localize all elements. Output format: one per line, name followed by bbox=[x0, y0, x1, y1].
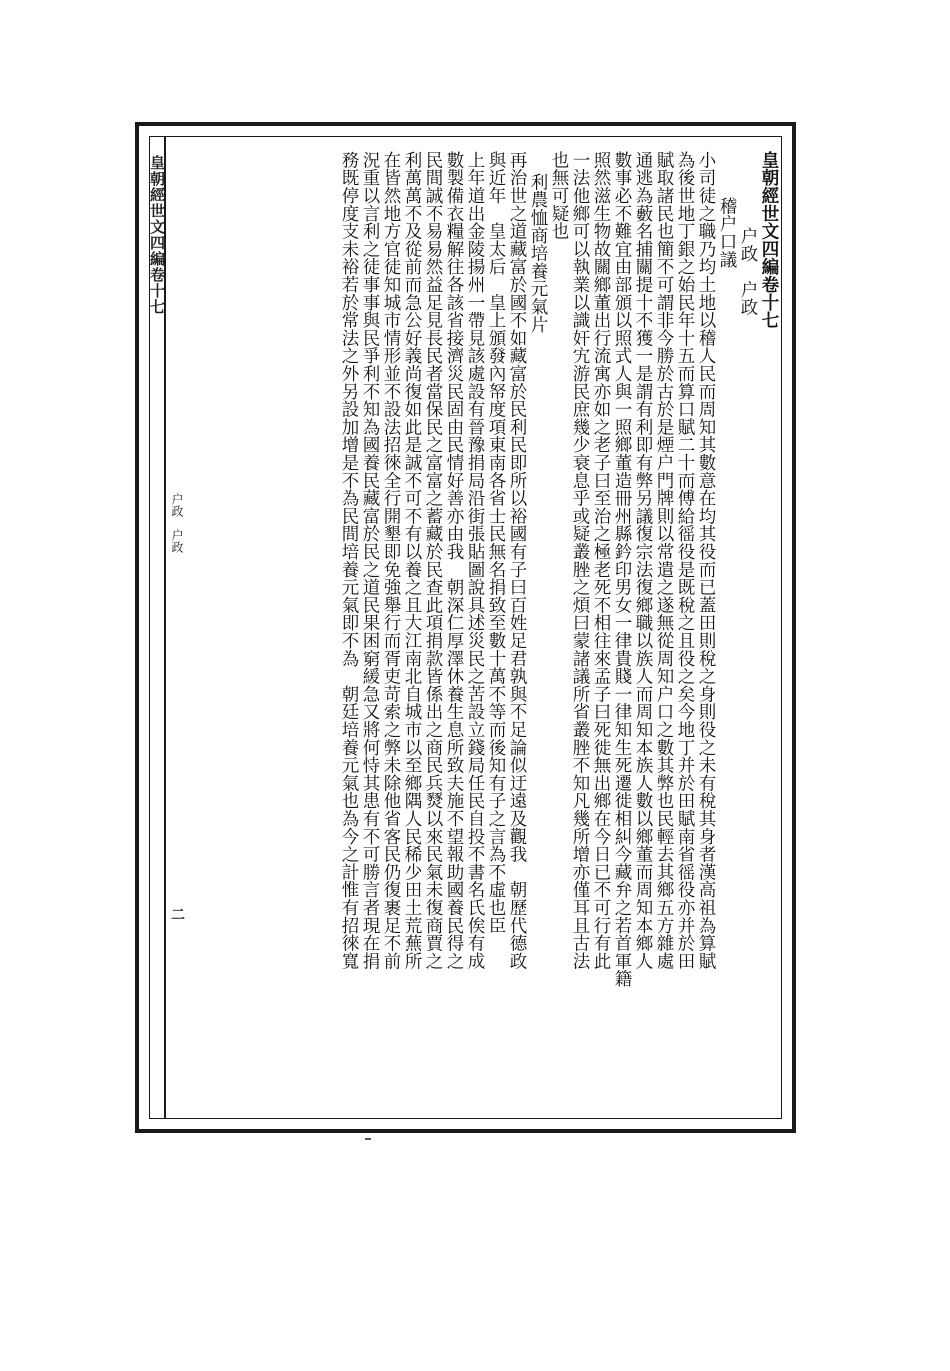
text-column: 稽户口議 bbox=[717, 197, 737, 269]
text-column: 利農恤商培養元氣片 bbox=[528, 173, 548, 334]
text-column: 數事必不難宜由部頒以照式人與一照鄉董造冊州縣鈐印男女一律貴賤一律知生死遷徙相糾今藏弁之若首軍籍 bbox=[612, 151, 632, 988]
text-column: 與近年 皇太后 皇上頒發內帑度項東南各省士民無名捐致至數十萬不等而後知有子之言為不虛也臣 bbox=[486, 151, 506, 935]
text-columns bbox=[168, 137, 779, 1118]
inner-frame bbox=[149, 136, 782, 1119]
text-column: 民間誠不易易然益足見長民者當保民之富富之蓄藏於民查此項捐款皆係出之商民兵燹以來民氣未復商賈之 bbox=[423, 151, 443, 970]
text-column: 務既停度支未裕若於常法之外另設加增是不為民間培養元氣即不為 朝廷培養元氣也為今之計惟有招徠寬 bbox=[339, 151, 359, 970]
spine-book-title: 皇朝經世文四編卷十七 bbox=[148, 155, 166, 315]
text-column: 也無可疑也 bbox=[549, 151, 569, 240]
text-column: 再治世之道藏富於國不如藏富於民利民即所以裕國有子曰百姓足君孰與不足論似迂遠及觀我 朝歷代德政 bbox=[507, 151, 527, 970]
text-column: 為後世地丁銀之始民年十五而算口賦二十而傅給徭役是既稅之且役之矣今地丁并於田賦南省徭役亦并於田 bbox=[675, 151, 695, 970]
text-column: 户政 户政 bbox=[738, 227, 758, 316]
text-column: 照然滋生物故關鄉董出行流寓亦如之老子曰至治之極老死不相往來孟子曰死徙無出鄉在今日已不可行有此 bbox=[591, 151, 611, 970]
text-column: 小司徒之職乃均土地以稽人民而周知其數意在均其役而已蓋田則稅之身則役之未有稅其身者漢高祖為算賦 bbox=[696, 151, 716, 970]
spine-page-number: 二 bbox=[169, 907, 185, 921]
text-column: 況重以言利之徒事事與民爭利不知為國養民藏富於民之道民果困窮緩急又將何恃其患有不可勝言者現在捐 bbox=[360, 151, 380, 970]
page-speck bbox=[365, 1138, 371, 1140]
text-column: 利萬萬不及從前而急公好義尚復如此是誠不可不有以養之且大江南北自城市以至鄉隅人民稀少田土荒蕪所 bbox=[402, 151, 422, 970]
text-column: 數製備衣糧解往各該省接濟災民固由民情好善亦由我 朝深仁厚澤休養生息所致夫施不望報助國養民得之 bbox=[444, 151, 464, 970]
text-column: 上年道出金陵揚州一帶見該處設有晉豫捐局沿街張貼圖說具述災民之苦設立錢局任民自投不書名氏俟有成 bbox=[465, 151, 485, 970]
text-column: 一法他鄉可以執業以識奸宄游民庶幾少衰息乎或疑叢脞之煩曰蒙諸議所省叢脞不知凡幾所增亦僅耳且古法 bbox=[570, 151, 590, 970]
page-frame bbox=[135, 122, 796, 1133]
text-column: 皇朝經世文四編卷十七 bbox=[759, 151, 779, 329]
text-column: 賦取諸民也簡不可謂非今勝於古於是煙户門牌則以常遣之遂無從周知户口之數其弊也民輕去其鄉五方雜處 bbox=[654, 151, 674, 970]
spine-section-label: 户政 户政 bbox=[170, 493, 184, 553]
text-column: 通逃為藪名捕關提十不獲一是謂有利即有弊另議復宗法復鄉職以族人而周知本族人數以鄉董而周知本鄉人 bbox=[633, 151, 653, 970]
spine-margin bbox=[150, 137, 166, 1118]
text-column: 在皆然地方官徒知城市情形並不設法招徠全行開墾即免強舉行而胥吏苛索之弊未除他省客民仍復裹足不前 bbox=[381, 151, 401, 970]
